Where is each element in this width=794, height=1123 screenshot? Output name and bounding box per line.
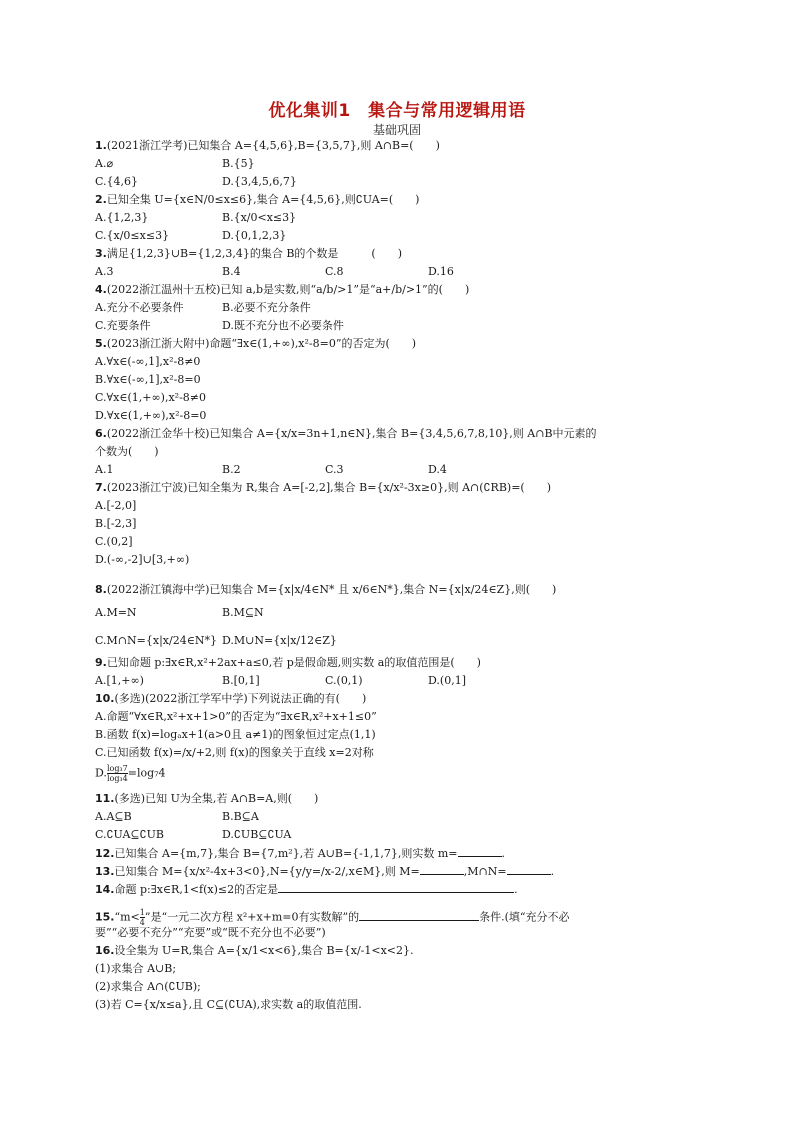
question-7 <box>95 481 551 495</box>
question-text: (2022浙江金华十校)已知集合 A={x/x=3n+1,n∈N},集合 B={3,4,5,6,7,8,10},则 A∩B中元素的 <box>106 427 597 440</box>
option-d <box>95 764 166 783</box>
question-5 <box>95 337 416 351</box>
option-c: C.(0,1) <box>325 674 363 687</box>
question-number: 6. <box>95 427 107 440</box>
option-b: B.{5} <box>222 157 255 170</box>
option-a: A.命题“∀x∈R,x²+x+1>0”的否定为“∃x∈R,x²+x+1≤0” <box>95 710 377 723</box>
option-b: B.M⊆N <box>222 606 264 619</box>
question-13 <box>95 864 554 879</box>
option-d: D.{0,1,2,3} <box>222 229 287 242</box>
fraction: x/24 <box>162 634 187 647</box>
set-n-expression: {x|x/24∈Z} <box>447 583 512 596</box>
option-text: =log₇4 <box>127 766 166 780</box>
question-text: 已知集合 M={x/x²-4x+3<0},N={y/y=/x-2/,x∈M},则 M= <box>114 865 420 878</box>
question-text: 已知集合 A={m,7},集合 B={7,m²},若 A∪B={-1,1,7},则实数 m= <box>114 847 458 860</box>
question-number: 1. <box>95 139 107 152</box>
question-text: (2021浙江学考)已知集合 A={4,5,6},B={3,5,7},则 A∩B=( ) <box>106 139 440 152</box>
page-title: 优化集训1 集合与常用逻辑用语 <box>268 101 526 121</box>
option-b: B.∀x∈(-∞,1],x²-8=0 <box>95 373 201 386</box>
option-a: A.{1,2,3} <box>95 211 149 224</box>
set-var: x <box>284 583 291 596</box>
section-subtitle: 基础巩固 <box>372 123 421 137</box>
question-number: 4. <box>95 283 107 296</box>
option-c: C.3 <box>325 463 344 476</box>
option-c: C.(0,2] <box>95 535 133 548</box>
question-9 <box>95 656 481 670</box>
option-a: A.A⊆B <box>95 810 132 823</box>
option-d: D.∁UB⊆∁UA <box>222 828 292 841</box>
sub-question-3: (3)若 C={x/x≤a},且 C⊆(∁UA),求实数 a的取值范围. <box>95 998 362 1011</box>
set-var: x <box>280 634 287 647</box>
fraction: x/4 <box>294 583 312 596</box>
option-label: D. <box>95 766 107 780</box>
question-text: 满足{1,2,3}∪B={1,2,3,4}的集合 B的个数是 ( ) <box>106 247 402 260</box>
question-text: . <box>550 865 555 878</box>
option-c: C.{4,6} <box>95 175 139 188</box>
question-text: ”是“一元二次方程 x²+x+m=0有实数解”的 <box>144 910 360 924</box>
question-number: 5. <box>95 337 107 350</box>
set-var: x <box>454 583 461 596</box>
question-1 <box>95 139 440 153</box>
question-text: (2023浙江宁波)已知全集为 R,集合 A=[-2,2],集合 B={x/x²-3x≥0},则 A∩(∁RB)=( ) <box>106 481 551 494</box>
question-text: . <box>501 847 506 860</box>
answer-blank[interactable] <box>458 846 502 857</box>
question-text: ,M∩N= <box>463 865 507 878</box>
question-number: 2. <box>95 193 107 206</box>
option-d: D.{3,4,5,6,7} <box>222 175 297 188</box>
question-4 <box>95 283 469 297</box>
question-14 <box>95 882 518 897</box>
question-number: 10. <box>95 692 115 705</box>
option-a: A.[1,+∞) <box>95 674 144 687</box>
question-number: 11. <box>95 792 115 805</box>
set-var: x <box>152 634 160 647</box>
question-3 <box>95 247 402 261</box>
question-text: (2022浙江镇海中学)已知集合 M= <box>106 583 278 596</box>
question-text: (2023浙江浙大附中)命题“∃x∈(1,+∞),x²-8=0”的否定为( ) <box>106 337 417 350</box>
option-d: D.4 <box>428 463 447 476</box>
option-a: A.∀x∈(-∞,1],x²-8≠0 <box>95 355 201 368</box>
fraction-denominator: 4 <box>139 918 145 927</box>
option-d: D.16 <box>428 265 454 278</box>
question-2 <box>95 193 419 207</box>
question-text: (多选)已知 U为全集,若 A∩B=A,则( ) <box>114 792 319 805</box>
fraction-numerator: log₃7 <box>106 764 128 773</box>
question-text: 设全集为 U=R,集合 A={x/1<x<6},集合 B={x/-1<x<2}. <box>114 944 414 957</box>
question-number: 8. <box>95 583 107 596</box>
option-a: A.M=N <box>95 606 137 619</box>
option-b: B.函数 f(x)=logₐx+1(a>0且 a≠1)的图象恒过定点(1,1) <box>95 728 376 741</box>
option-b: B.2 <box>222 463 241 476</box>
question-text: 条件.(填“充分不必 <box>479 910 570 924</box>
option-d: D.M∪N={x|x/12∈Z} <box>222 634 337 647</box>
sub-question-1: (1)求集合 A∪B; <box>95 962 177 975</box>
option-b: B.必要不充分条件 <box>222 301 311 314</box>
question-text: (多选)(2022浙江学军中学)下列说法正确的有( ) <box>114 692 367 705</box>
question-8 <box>95 583 556 597</box>
option-b: B.[-2,3] <box>95 517 137 530</box>
option-b: B.[0,1] <box>222 674 260 687</box>
question-number: 16. <box>95 944 115 957</box>
set-condition: ∈N* 且 <box>311 583 350 596</box>
option-d: D.既不充分也不必要条件 <box>222 319 344 332</box>
set-condition: ∈Z <box>314 634 330 647</box>
option-a: A.[-2,0] <box>95 499 137 512</box>
fraction-denominator: log₃4 <box>106 774 128 783</box>
sub-question-2: (2)求集合 A∩(∁UB); <box>95 980 201 993</box>
answer-blank[interactable] <box>278 882 514 893</box>
question-6 <box>95 427 597 441</box>
set-m-expression: {x|x/4∈N* 且 x/6∈N*} <box>277 583 400 596</box>
question-11 <box>95 792 318 806</box>
fraction-numerator: 1 <box>139 908 145 917</box>
option-c: C.已知函数 f(x)=/x/+2,则 f(x)的图象关于直线 x=2对称 <box>95 746 374 759</box>
question-number: 14. <box>95 883 115 896</box>
option-c: C.{x/0≤x≤3} <box>95 229 170 242</box>
question-text: . <box>514 883 518 896</box>
question-15 <box>95 908 570 927</box>
question-16 <box>95 944 414 958</box>
question-number: 9. <box>95 656 107 669</box>
question-text: 已知全集 U={x∈N/0≤x≤6},集合 A={4,5,6},则∁UA=( ) <box>106 193 420 206</box>
answer-blank[interactable] <box>359 910 479 921</box>
question-text: ,集合 N= <box>399 583 448 596</box>
set-condition: ∈N* <box>369 583 393 596</box>
option-d: D.(-∞,-2]∪[3,+∞) <box>95 553 190 566</box>
option-a: A.充分不必要条件 <box>95 301 184 314</box>
answer-blank[interactable] <box>420 864 464 875</box>
set-condition: ∈N* <box>186 634 210 647</box>
option-label: C.M∩N= <box>95 634 146 647</box>
option-d: D.(0,1] <box>428 674 467 687</box>
set-condition: ∈Z <box>488 583 505 596</box>
option-c: C.∁UA⊆∁UB <box>95 828 164 841</box>
question-number: 12. <box>95 847 115 860</box>
question-15-continued: 要”“必要不充分”“充要”或“既不充分也不必要”) <box>95 926 326 939</box>
option-a: A.3 <box>95 265 114 278</box>
question-number: 13. <box>95 865 115 878</box>
fraction: x/24 <box>464 583 489 596</box>
fraction: x/12 <box>290 634 315 647</box>
option-a: A.1 <box>95 463 114 476</box>
question-12 <box>95 846 505 861</box>
question-text: (2022浙江温州十五校)已知 a,b是实数,则“a/b/>1”是“a+/b/>1”的( ) <box>106 283 470 296</box>
question-10 <box>95 692 366 706</box>
option-c: C.充要条件 <box>95 319 151 332</box>
option-c: C.M∩N={x|x/24∈N*} <box>95 634 217 647</box>
question-text: 已知命题 p:∃x∈R,x²+2ax+a≤0,若 p是假命题,则实数 a的取值范围是( ) <box>106 656 481 669</box>
question-text: “m< <box>114 910 140 924</box>
fraction <box>107 764 128 783</box>
option-c: C.8 <box>325 265 344 278</box>
question-number: 7. <box>95 481 107 494</box>
option-c: C.∀x∈(1,+∞),x²-8≠0 <box>95 391 207 404</box>
answer-blank[interactable] <box>507 864 551 875</box>
option-d: D.∀x∈(1,+∞),x²-8=0 <box>95 409 207 422</box>
fraction: x/6 <box>352 583 370 596</box>
question-number: 15. <box>95 910 115 924</box>
option-b: B.{x/0<x≤3} <box>222 211 297 224</box>
option-b: B.4 <box>222 265 241 278</box>
option-a: A.⌀ <box>95 157 114 170</box>
question-text: 命题 p:∃x∈R,1<f(x)≤2的否定是 <box>114 883 279 896</box>
question-text: ,则( ) <box>511 583 557 596</box>
option-b: B.B⊆A <box>222 810 259 823</box>
question-number: 3. <box>95 247 107 260</box>
question-6-continued: 个数为( ) <box>95 445 159 458</box>
option-label: D.M∪N= <box>222 634 274 647</box>
